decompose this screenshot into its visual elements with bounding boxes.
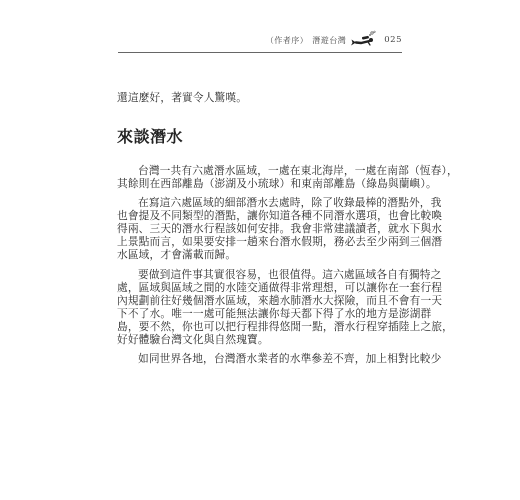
paragraph bbox=[117, 351, 442, 365]
header-rule bbox=[118, 52, 402, 53]
text-line: 還這麼好，著實令人驚嘆。 bbox=[117, 91, 248, 104]
text-line: 內規劃前往好幾個潛水區域，來趟水肺潛水大探險，而且不會有一天 bbox=[117, 293, 443, 307]
section-label: （作者序） bbox=[265, 35, 309, 45]
text-line: 島，要不然，你也可以把行程排得悠閒一點，潛水行程穿插陸上之旅， bbox=[117, 319, 453, 333]
scuba-diver-icon bbox=[350, 30, 378, 50]
running-header bbox=[266, 30, 402, 50]
paragraph bbox=[117, 196, 443, 262]
book-title: 潛遊台灣 bbox=[312, 35, 347, 45]
text-line: 水區域，才會滿載而歸。 bbox=[117, 248, 237, 262]
text-line: 得兩、三天的潛水行程該如何安排。我會非常建議讀者，就水下與水 bbox=[117, 222, 443, 236]
text-line: 台灣一共有六處潛水區域，一處在東北海岸，一處在南部（恆春）， bbox=[138, 164, 458, 177]
intro-paragraph bbox=[117, 91, 409, 104]
text-line: 其餘則在西部離島（澎湖及小琉球）和東南部離島（綠島與蘭嶼）。 bbox=[117, 177, 437, 190]
body-text bbox=[117, 164, 458, 365]
text-line: 處，區域與區域之間的水陸交通做得非常理想，可以讓你在一套行程 bbox=[117, 280, 443, 294]
text-line: 要做到這件事其實很容易，也很值得。這六處區域各自有獨特之 bbox=[138, 267, 442, 281]
paragraph bbox=[117, 267, 453, 346]
text-line: 上景點而言，如果要安排一趟來台潛水假期，務必去至少兩到三個潛 bbox=[117, 235, 443, 249]
section-heading: 來談潛水 bbox=[117, 127, 184, 146]
text-line: 好好體驗台灣文化與自然瑰寶。 bbox=[117, 332, 269, 346]
text-line: 在寫這六處區域的細部潛水去處時，除了收錄最棒的潛點外，我 bbox=[138, 196, 442, 210]
text-line: 下不了水。唯一一處可能無法讓你每天都下得了水的地方是澎湖群 bbox=[117, 306, 432, 320]
page-number: 025 bbox=[384, 35, 402, 45]
paragraph bbox=[117, 164, 458, 190]
text-line: 也會提及不同類型的潛點，讓你知道各種不同潛水選項，也會比較喚 bbox=[117, 209, 443, 223]
text-line: 如同世界各地，台灣潛水業者的水準參差不齊，加上相對比較少 bbox=[138, 351, 442, 365]
